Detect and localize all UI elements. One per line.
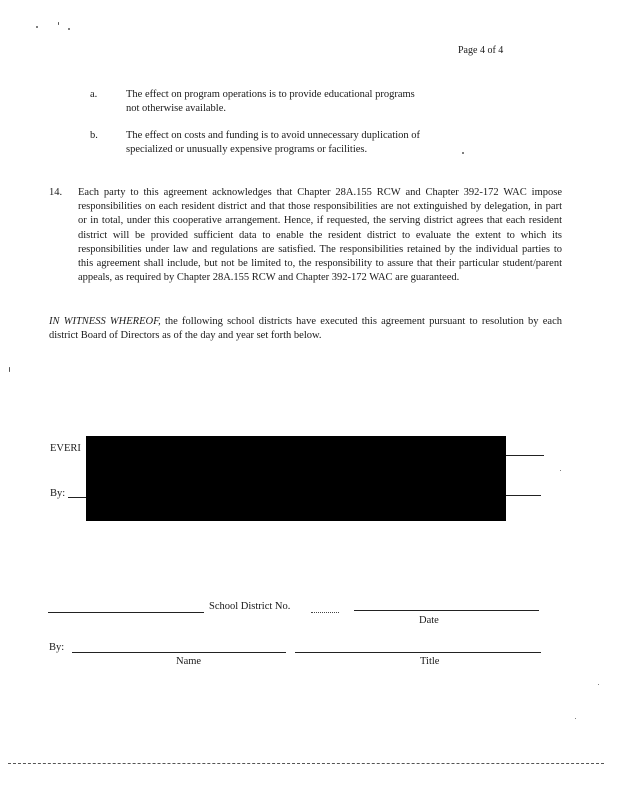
date-label: Date bbox=[419, 615, 439, 626]
district-signature-line bbox=[500, 455, 544, 456]
district-number-line bbox=[311, 612, 339, 613]
name-label: Name bbox=[176, 656, 202, 667]
clause-number: 14. bbox=[49, 187, 63, 198]
by-label-1: By: bbox=[50, 488, 66, 499]
by-signature-line-1b bbox=[505, 495, 541, 496]
witness-lead: IN WITNESS WHEREOF, bbox=[49, 316, 161, 327]
date-line bbox=[354, 610, 539, 611]
scan-speck bbox=[68, 28, 70, 30]
scan-speck bbox=[575, 718, 576, 719]
clause-text: Each party to this agreement acknowledges that Chapter 28A.155 RCW and Chapter 392-172 WAC impose responsibilities on each resident district and that those responsibilities are not extinguished by delegation, in part or in total, under this cooperative arrangement. Hence, if requested, the serving district agrees that each resident district will be provided sufficient data to enable the resident district to evaluate the extent to which its responsibilities under law and regulations are satisfied. The responsibilities retained by the individual parties to this agreement shall include, but not be limited to, the responsibility to assure that their particular student/parent appeals, as required by Chapter 28A.155 RCW and Chapter 392-172 WAC are guaranteed. bbox=[78, 187, 562, 284]
district-name-line bbox=[48, 612, 204, 613]
redaction-box bbox=[86, 436, 506, 521]
witness-paragraph bbox=[49, 315, 562, 343]
scan-speck bbox=[560, 470, 561, 471]
item-a-marker: a. bbox=[90, 89, 98, 100]
by-label-2: By: bbox=[49, 642, 65, 653]
scan-speck bbox=[36, 26, 38, 28]
item-b-text: The effect on costs and funding is to avoid unnecessary duplication of specialized or unusually expensive programs or facilities. bbox=[126, 130, 421, 156]
page-number: Page 4 of 4 bbox=[458, 45, 504, 56]
witness-text: the following school districts have executed this agreement pursuant to resolution by each district Board of Directors as of the day and year set forth below. bbox=[49, 316, 562, 342]
scan-speck bbox=[598, 684, 599, 685]
name-signature-line bbox=[72, 652, 286, 653]
district-name-partial: EVERI bbox=[50, 443, 81, 454]
scan-bottom-edge bbox=[8, 763, 604, 764]
title-label: Title bbox=[420, 656, 440, 667]
scan-speck bbox=[462, 152, 464, 154]
item-a-text: The effect on program operations is to provide educational programs not otherwise available. bbox=[126, 89, 415, 115]
item-b-marker: b. bbox=[90, 130, 98, 141]
scan-speck bbox=[9, 367, 10, 372]
scan-speck bbox=[58, 22, 59, 25]
title-line bbox=[295, 652, 541, 653]
school-district-label: School District No. bbox=[209, 601, 291, 612]
